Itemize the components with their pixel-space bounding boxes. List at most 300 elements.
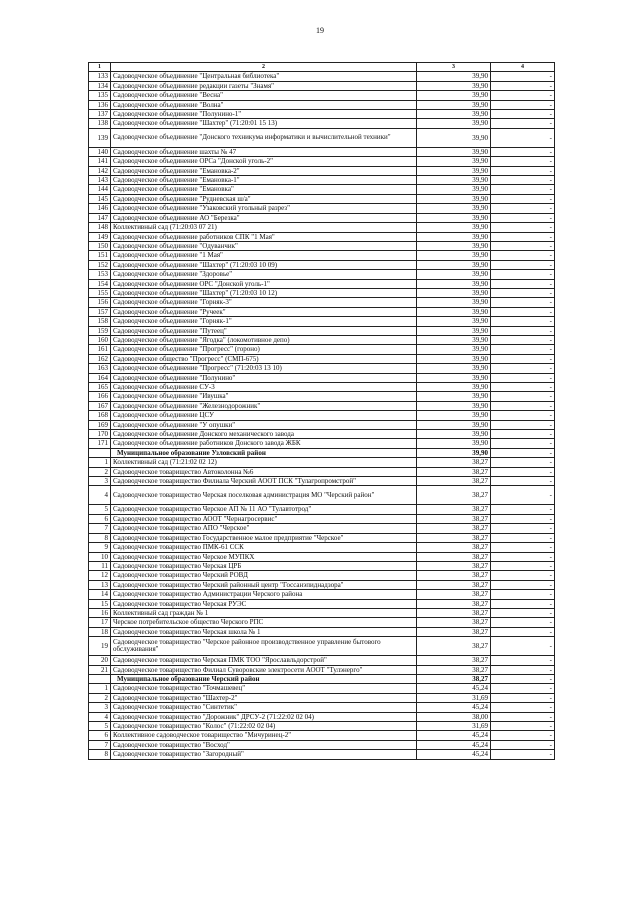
row-number: 9 — [89, 543, 111, 552]
row-number: 150 — [89, 241, 111, 250]
row-number: 12 — [89, 571, 111, 580]
row-number: 139 — [89, 128, 111, 147]
row-extra: - — [491, 81, 555, 90]
row-extra: - — [491, 364, 555, 373]
row-number: 140 — [89, 147, 111, 156]
row-extra: - — [491, 674, 555, 683]
row-extra: - — [491, 91, 555, 100]
row-extra: - — [491, 204, 555, 213]
row-name: Садоводческое объединение шахты № 47 — [111, 147, 417, 156]
row-extra: - — [491, 533, 555, 542]
row-value: 39,90 — [417, 157, 491, 166]
row-value: 39,90 — [417, 401, 491, 410]
row-name: Садоводческое объединение "Донского техникума информатики и вычислительной техники" — [111, 128, 417, 147]
row-number: 138 — [89, 119, 111, 128]
row-value: 39,90 — [417, 81, 491, 90]
row-value: 39,90 — [417, 326, 491, 335]
table-row — [89, 298, 555, 307]
row-extra: - — [491, 458, 555, 467]
row-extra: - — [491, 241, 555, 250]
row-name: Черское потребительское общество Черского РПС — [111, 618, 417, 627]
row-number — [89, 674, 111, 683]
row-number: 165 — [89, 383, 111, 392]
row-name: Садоводческое объединение СУ-3 — [111, 383, 417, 392]
row-extra: - — [491, 223, 555, 232]
row-name: Садоводческое объединение "Ягодка" (локомотивное депо) — [111, 335, 417, 344]
row-extra: - — [491, 740, 555, 749]
row-number: 137 — [89, 110, 111, 119]
row-extra: - — [491, 656, 555, 665]
row-value: 45,24 — [417, 684, 491, 693]
row-name: Садоводческое объединение Донского механического завода — [111, 430, 417, 439]
table-row — [89, 618, 555, 627]
row-number: 4 — [89, 712, 111, 721]
row-number: 146 — [89, 204, 111, 213]
row-value: 39,90 — [417, 298, 491, 307]
row-extra: - — [491, 317, 555, 326]
row-value: 39,90 — [417, 383, 491, 392]
header-col-4: 4 — [491, 63, 555, 72]
row-value: 39,90 — [417, 194, 491, 203]
header-col-3: 3 — [417, 63, 491, 72]
row-extra: - — [491, 166, 555, 175]
table-row — [89, 100, 555, 109]
row-value: 38,27 — [417, 627, 491, 636]
row-name: Садоводческое объединение "Ивушка" — [111, 392, 417, 401]
row-name: Садоводческое товарищество Администрации Черского района — [111, 590, 417, 599]
table-row — [89, 590, 555, 599]
row-name: Садоводческое объединение АО "Березка" — [111, 213, 417, 222]
row-name: Садоводческое объединение "Полунино" — [111, 373, 417, 382]
row-extra: - — [491, 524, 555, 533]
row-name: Садоводческое товарищество "Шахтер-2" — [111, 693, 417, 702]
table-row — [89, 580, 555, 589]
row-value: 39,90 — [417, 411, 491, 420]
row-name: Садоводческое товарищество Черская поселковая администрация МО "Черский район" — [111, 486, 417, 505]
row-extra: - — [491, 185, 555, 194]
row-value: 39,90 — [417, 91, 491, 100]
table-row — [89, 232, 555, 241]
row-name: Садоводческое товарищество "Синтетик" — [111, 703, 417, 712]
table-row — [89, 750, 555, 759]
section-row — [89, 448, 555, 457]
row-value: 39,90 — [417, 241, 491, 250]
row-value: 38,27 — [417, 561, 491, 570]
row-extra: - — [491, 307, 555, 316]
row-name: Садоводческое товарищество Черское АП № 11 АО "Тулавтотрод" — [111, 505, 417, 514]
row-number: 170 — [89, 430, 111, 439]
row-number: 145 — [89, 194, 111, 203]
row-value: 38,27 — [417, 608, 491, 617]
row-number: 148 — [89, 223, 111, 232]
row-number: 21 — [89, 665, 111, 674]
row-number: 4 — [89, 486, 111, 505]
header-col-1: 1 — [89, 63, 111, 72]
table-row — [89, 731, 555, 740]
row-number: 167 — [89, 401, 111, 410]
row-number: 20 — [89, 656, 111, 665]
table-row — [89, 439, 555, 448]
row-number: 156 — [89, 298, 111, 307]
row-extra: - — [491, 100, 555, 109]
row-extra: - — [491, 251, 555, 260]
row-number: 1 — [89, 684, 111, 693]
row-number: 17 — [89, 618, 111, 627]
row-number: 157 — [89, 307, 111, 316]
row-name: Садоводческое объединение "Ручеек" — [111, 307, 417, 316]
row-extra: - — [491, 505, 555, 514]
row-name: Садоводческое объединение "Прогресс" (71:20:03 13 10) — [111, 364, 417, 373]
row-number: 13 — [89, 580, 111, 589]
row-name: Садоводческое объединение "У опушки" — [111, 420, 417, 429]
row-name: Садоводческое объединение ЦСУ — [111, 411, 417, 420]
row-number: 1 — [89, 458, 111, 467]
row-name: Садоводческое товарищество Черская РУЭС — [111, 599, 417, 608]
row-name: Садоводческое объединение "1 Мая" — [111, 251, 417, 260]
row-name: Садоводческое товарищество "Черское районное производственное управление бытового обслуживания" — [111, 637, 417, 656]
table-row — [89, 364, 555, 373]
row-extra: - — [491, 194, 555, 203]
row-value: 38,27 — [417, 599, 491, 608]
row-name: Коллективный сад (71:20:03 07 21) — [111, 223, 417, 232]
row-extra: - — [491, 693, 555, 702]
row-extra: - — [491, 684, 555, 693]
row-value: 39,90 — [417, 260, 491, 269]
row-value: 39,90 — [417, 288, 491, 297]
table-row — [89, 279, 555, 288]
row-number: 18 — [89, 627, 111, 636]
table-row — [89, 166, 555, 175]
row-name: Садоводческое товарищество Черское МУПКХ — [111, 552, 417, 561]
row-value: 38,27 — [417, 590, 491, 599]
row-number: 159 — [89, 326, 111, 335]
table-row — [89, 458, 555, 467]
row-value: 38,27 — [417, 637, 491, 656]
row-name: Садоводческое объединение "Полунино-1" — [111, 110, 417, 119]
header-col-2: 2 — [111, 63, 417, 72]
row-number: 135 — [89, 91, 111, 100]
table-row — [89, 420, 555, 429]
row-value: 38,27 — [417, 467, 491, 476]
row-value: 39,90 — [417, 430, 491, 439]
table-row — [89, 383, 555, 392]
row-extra: - — [491, 750, 555, 759]
row-extra: - — [491, 430, 555, 439]
table-row — [89, 627, 555, 636]
table-row — [89, 72, 555, 81]
row-name: Садоводческое товарищество "Загородный" — [111, 750, 417, 759]
row-value: 38,27 — [417, 458, 491, 467]
table-row — [89, 477, 555, 486]
row-name: Садоводческое объединение "Весна" — [111, 91, 417, 100]
table-row — [89, 533, 555, 542]
table-row — [89, 524, 555, 533]
row-extra: - — [491, 637, 555, 656]
row-name: Садоводческое объединение "Рудневская ш/а" — [111, 194, 417, 203]
table-row — [89, 335, 555, 344]
row-number: 158 — [89, 317, 111, 326]
row-number: 141 — [89, 157, 111, 166]
row-value: 39,90 — [417, 128, 491, 147]
row-name: Садоводческое товарищество "Колос" (71:22:02 02 04) — [111, 722, 417, 731]
row-number: 6 — [89, 514, 111, 523]
data-table — [88, 62, 555, 760]
row-name: Садоводческое товарищество АПО "Черское" — [111, 524, 417, 533]
table-row — [89, 608, 555, 617]
row-name: Садоводческое объединение "Центральная библиотека" — [111, 72, 417, 81]
row-extra: - — [491, 72, 555, 81]
row-number: 143 — [89, 176, 111, 185]
row-name: Садоводческое объединение ОРС "Донской уголь-1" — [111, 279, 417, 288]
row-value: 39,90 — [417, 166, 491, 175]
row-value: 38,27 — [417, 571, 491, 580]
table-row — [89, 599, 555, 608]
row-name: Садоводческое объединение ОРСа "Донской уголь-2" — [111, 157, 417, 166]
row-name: Садоводческое объединение "Емановка" — [111, 185, 417, 194]
table-row — [89, 637, 555, 656]
row-value: 38,27 — [417, 552, 491, 561]
row-value: 38,27 — [417, 477, 491, 486]
row-extra: - — [491, 420, 555, 429]
row-value: 39,90 — [417, 270, 491, 279]
row-extra: - — [491, 213, 555, 222]
row-number: 133 — [89, 72, 111, 81]
row-number: 169 — [89, 420, 111, 429]
table-row — [89, 665, 555, 674]
row-extra: - — [491, 731, 555, 740]
row-number: 8 — [89, 533, 111, 542]
row-name: Садоводческое товарищество Черская школа № 1 — [111, 627, 417, 636]
row-value: 39,90 — [417, 317, 491, 326]
row-extra: - — [491, 703, 555, 712]
row-extra: - — [491, 590, 555, 599]
row-name: Садоводческое товарищество Черский РОВД — [111, 571, 417, 580]
row-value: 39,90 — [417, 232, 491, 241]
table-row — [89, 354, 555, 363]
table-row — [89, 317, 555, 326]
row-name: Садоводческое товарищество ПМК-61 ССК — [111, 543, 417, 552]
row-extra: - — [491, 373, 555, 382]
row-extra: - — [491, 232, 555, 241]
row-value: 31,69 — [417, 722, 491, 731]
row-number: 168 — [89, 411, 111, 420]
row-extra: - — [491, 119, 555, 128]
row-value: 39,90 — [417, 147, 491, 156]
row-extra: - — [491, 176, 555, 185]
row-value: 39,90 — [417, 345, 491, 354]
row-value: 39,90 — [417, 119, 491, 128]
row-extra: - — [491, 157, 555, 166]
row-extra: - — [491, 514, 555, 523]
row-number: 144 — [89, 185, 111, 194]
row-name: Садоводческое товарищество Филиала Черский АООТ ПСК "Тулагропромстрой" — [111, 477, 417, 486]
row-number: 3 — [89, 477, 111, 486]
row-extra: - — [491, 665, 555, 674]
row-extra: - — [491, 279, 555, 288]
table-row — [89, 430, 555, 439]
table-row — [89, 703, 555, 712]
row-value: 38,27 — [417, 533, 491, 542]
row-name: Коллективное садоводческое товарищество "Мичуринец-2" — [111, 731, 417, 740]
row-extra: - — [491, 722, 555, 731]
row-name: Садоводческое товарищество Автоколонна №6 — [111, 467, 417, 476]
header-row — [89, 63, 555, 72]
row-extra: - — [491, 392, 555, 401]
table-row — [89, 110, 555, 119]
row-value: 38,27 — [417, 514, 491, 523]
row-number: 10 — [89, 552, 111, 561]
row-extra: - — [491, 712, 555, 721]
row-extra: - — [491, 580, 555, 589]
row-name: Садоводческое общество "Прогресс" (СМП-675) — [111, 354, 417, 363]
table-row — [89, 157, 555, 166]
row-name: Садоводческое объединение "Горняк-3" — [111, 298, 417, 307]
row-extra: - — [491, 345, 555, 354]
row-extra: - — [491, 411, 555, 420]
row-name: Садоводческое объединение работников СПК "1 Мая" — [111, 232, 417, 241]
table-row — [89, 185, 555, 194]
row-number: 162 — [89, 354, 111, 363]
row-value: 38,27 — [417, 505, 491, 514]
row-name: Садоводческое объединение редакции газеты "Знамя" — [111, 81, 417, 90]
row-value: 38,27 — [417, 618, 491, 627]
row-number: 11 — [89, 561, 111, 570]
row-name: Садоводческое объединение "Узаковский угольный разрез" — [111, 204, 417, 213]
row-number: 8 — [89, 750, 111, 759]
row-value: 45,24 — [417, 703, 491, 712]
table-row — [89, 128, 555, 147]
row-value: 45,24 — [417, 750, 491, 759]
table-row — [89, 204, 555, 213]
table-row — [89, 561, 555, 570]
table-row — [89, 656, 555, 665]
row-number: 14 — [89, 590, 111, 599]
row-extra: - — [491, 543, 555, 552]
row-name: Садоводческое объединение "Шахтер" (71:20:03 10 12) — [111, 288, 417, 297]
row-extra: - — [491, 571, 555, 580]
row-value: 39,90 — [417, 354, 491, 363]
table-row — [89, 307, 555, 316]
row-extra: - — [491, 354, 555, 363]
row-name: Садоводческое товарищество "Дорожник" ДРСУ-2 (71:22:02 02 04) — [111, 712, 417, 721]
row-name: Садоводческое объединение "Путеец" — [111, 326, 417, 335]
row-extra: - — [491, 326, 555, 335]
row-number: 7 — [89, 740, 111, 749]
table-row — [89, 119, 555, 128]
row-value: 38,27 — [417, 580, 491, 589]
row-number: 152 — [89, 260, 111, 269]
row-number — [89, 448, 111, 457]
table-row — [89, 543, 555, 552]
row-value: 45,24 — [417, 740, 491, 749]
row-value: 39,90 — [417, 373, 491, 382]
table-row — [89, 373, 555, 382]
table-row — [89, 411, 555, 420]
row-extra: - — [491, 401, 555, 410]
row-value: 39,90 — [417, 251, 491, 260]
row-value: 39,90 — [417, 204, 491, 213]
row-name: Садоводческое товарищество Филиал Суворовские электросети АООТ "Тулэнерго" — [111, 665, 417, 674]
section-row — [89, 674, 555, 683]
row-value: 39,90 — [417, 279, 491, 288]
row-value: 39,90 — [417, 420, 491, 429]
row-number: 155 — [89, 288, 111, 297]
row-number: 7 — [89, 524, 111, 533]
row-value: 39,90 — [417, 185, 491, 194]
row-name: Садоводческое товарищество Черский районный центр "Госсанэпиднадзора" — [111, 580, 417, 589]
row-value: 38,00 — [417, 712, 491, 721]
row-number: 160 — [89, 335, 111, 344]
table-row — [89, 571, 555, 580]
row-extra: - — [491, 383, 555, 392]
row-extra: - — [491, 618, 555, 627]
row-number: 5 — [89, 722, 111, 731]
row-name: Садоводческое товарищество Черская ЦРБ — [111, 561, 417, 570]
row-number: 16 — [89, 608, 111, 617]
table-row — [89, 326, 555, 335]
row-extra: - — [491, 608, 555, 617]
row-value: 39,90 — [417, 439, 491, 448]
row-value: 38,27 — [417, 665, 491, 674]
row-name: Садоводческое объединение "Емановка-2" — [111, 166, 417, 175]
row-name: Садоводческое объединение "Шахтер" (71:20:01 15 13) — [111, 119, 417, 128]
row-number: 2 — [89, 693, 111, 702]
row-number: 164 — [89, 373, 111, 382]
row-number: 136 — [89, 100, 111, 109]
table-row — [89, 740, 555, 749]
row-extra: - — [491, 260, 555, 269]
row-extra: - — [491, 627, 555, 636]
row-value: 39,90 — [417, 448, 491, 457]
table-row — [89, 693, 555, 702]
table-row — [89, 270, 555, 279]
row-name: Садоводческое товарищество "Восход" — [111, 740, 417, 749]
row-number: 151 — [89, 251, 111, 260]
table-row — [89, 401, 555, 410]
table-row — [89, 722, 555, 731]
row-number: 171 — [89, 439, 111, 448]
row-extra: - — [491, 486, 555, 505]
table-row — [89, 213, 555, 222]
table-row — [89, 194, 555, 203]
row-value: 39,90 — [417, 392, 491, 401]
row-number: 153 — [89, 270, 111, 279]
row-number: 6 — [89, 731, 111, 740]
row-value: 39,90 — [417, 213, 491, 222]
row-number: 161 — [89, 345, 111, 354]
row-number: 154 — [89, 279, 111, 288]
table-row — [89, 392, 555, 401]
row-extra: - — [491, 110, 555, 119]
row-value: 45,24 — [417, 731, 491, 740]
row-name: Коллективный сад граждан № 1 — [111, 608, 417, 617]
row-extra: - — [491, 298, 555, 307]
row-extra: - — [491, 335, 555, 344]
table-row — [89, 91, 555, 100]
row-name: Садоводческое товарищество Черская ПМК ТОО "Ярославльдорстрой" — [111, 656, 417, 665]
table-row — [89, 147, 555, 156]
table-row — [89, 260, 555, 269]
row-name: Садоводческое товарищество Государственное малое предприятие "Черское" — [111, 533, 417, 542]
row-number: 5 — [89, 505, 111, 514]
row-value: 38,27 — [417, 543, 491, 552]
row-value: 38,27 — [417, 524, 491, 533]
row-number: 15 — [89, 599, 111, 608]
table-row — [89, 251, 555, 260]
table-row — [89, 345, 555, 354]
row-name: Коллективный сад (71:21:02 02 12) — [111, 458, 417, 467]
table-row — [89, 712, 555, 721]
